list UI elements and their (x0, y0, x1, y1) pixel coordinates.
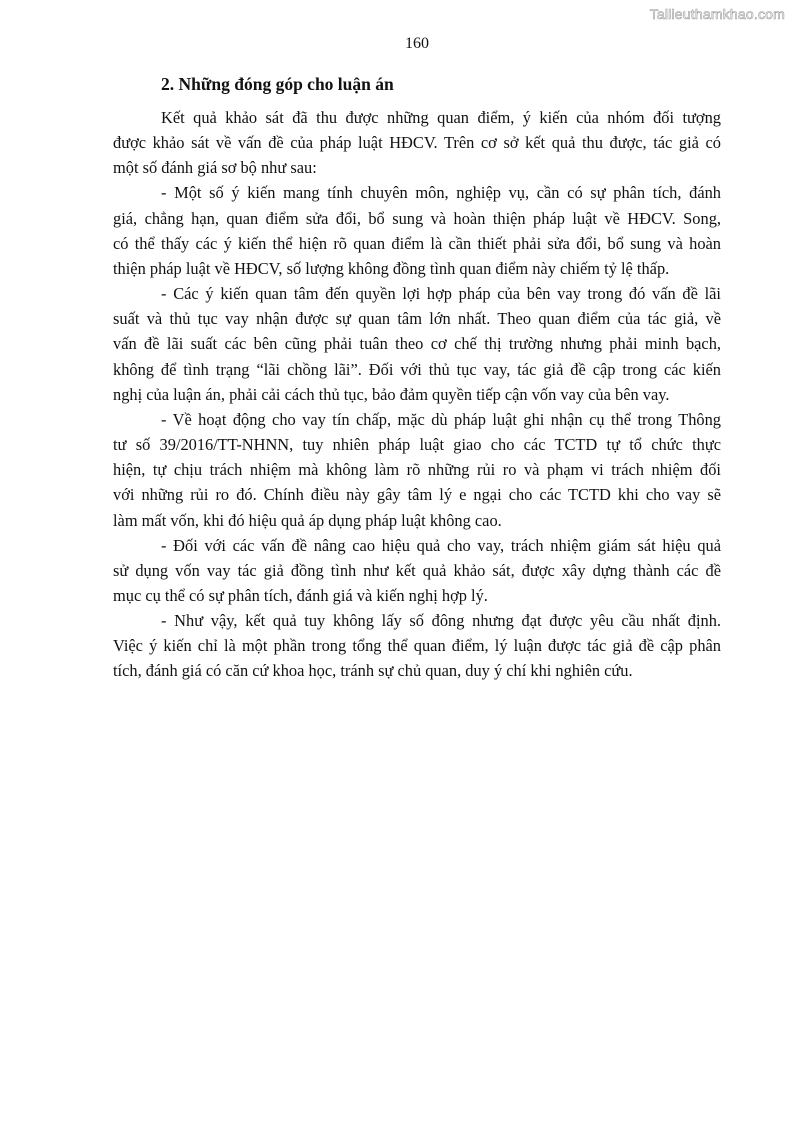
text-line: - Một số ý kiến mang tính chuyên môn, nghiệp vụ, cần có sự phân tích, đánh (161, 183, 721, 203)
text-line: Việc ý kiến chỉ là một phần trong tổng thể quan điểm, lý luận được tác giả đề cập phân (113, 636, 721, 656)
text-line: thiện pháp luật về HĐCV, số lượng không đồng tình quan điểm này chiếm tỷ lệ thấp. (113, 258, 670, 278)
text-line: - Đối với các vấn đề nâng cao hiệu quả cho vay, trách nhiệm giám sát hiệu quả (161, 535, 721, 555)
text-line: có thể thấy các ý kiến thể hiện rõ quan điểm là cần thiết phải sửa đổi, bổ sung và hoàn (113, 233, 721, 253)
text-line: suất và thủ tục vay nhận được sự quan tâm lớn nhất. Theo quan điểm của tác giả, về (113, 309, 721, 329)
paragraph (113, 281, 721, 407)
paragraph (113, 105, 721, 180)
section-heading: 2. Những đóng góp cho luận án (161, 74, 394, 94)
text-line: - Các ý kiến quan tâm đến quyền lợi hợp pháp của bên vay trong đó vấn đề lãi (161, 284, 721, 304)
text-line: hiện, tự chịu trách nhiệm mà không làm rõ những rủi ro và phạm vi trách nhiệm đối (113, 460, 721, 480)
paragraph (113, 608, 721, 683)
text-line: - Về hoạt động cho vay tín chấp, mặc dù pháp luật ghi nhận cụ thể trong Thông (161, 409, 721, 429)
text-line: Kết quả khảo sát đã thu được những quan điểm, ý kiến của nhóm đối tượng (161, 108, 721, 127)
text-line: được khảo sát về vấn đề của pháp luật HĐCV. Trên cơ sở kết quả thu được, tác giả có (113, 133, 721, 153)
text-line: một số đánh giá sơ bộ như sau: (113, 158, 317, 178)
text-line: sử dụng vốn vay tác giả đồng tình như kết quả khảo sát, được xây dựng thành các đề (113, 560, 721, 580)
document-body (113, 105, 721, 684)
text-line: không để tình trạng “lãi chồng lãi”. Đối với thủ tục vay, tác giả đề cập trong các kiến (113, 359, 721, 379)
text-line: - Như vậy, kết quả tuy không lấy số đông nhưng đạt được yêu cầu nhất định. (161, 611, 721, 631)
text-line: làm mất vốn, khi đó hiệu quả áp dụng pháp luật không cao. (113, 510, 502, 530)
page-number: 160 (405, 35, 429, 52)
text-line: nghị của luận án, phải cải cách thủ tục, bảo đảm quyền tiếp cận vốn vay của bên vay. (113, 384, 670, 404)
watermark: Tailieuthamkhao.com (649, 6, 785, 22)
text-line: tư số 39/2016/TT-NHNN, tuy nhiên pháp luật giao cho các TCTD tự tổ chức thực (113, 435, 721, 455)
text-line: vấn đề lãi suất các bên cũng phải tuân theo cơ chế thị trường nhưng phải minh bạch, (113, 334, 721, 354)
text-line: giá, chẳng hạn, quan điểm sửa đổi, bổ sung và hoàn thiện pháp luật về HĐCV. Song, (113, 208, 721, 228)
paragraph (113, 180, 721, 281)
text-line: mục cụ thể có sự phân tích, đánh giá và kiến nghị hợp lý. (113, 585, 488, 605)
paragraph (113, 533, 721, 608)
text-line: với những rủi ro đó. Chính điều này gây tâm lý e ngại cho các TCTD khi cho vay sẽ (113, 485, 721, 505)
paragraph (113, 407, 721, 533)
text-line: tích, đánh giá có căn cứ khoa học, tránh sự chủ quan, duy ý chí khi nghiên cứu. (113, 661, 633, 681)
